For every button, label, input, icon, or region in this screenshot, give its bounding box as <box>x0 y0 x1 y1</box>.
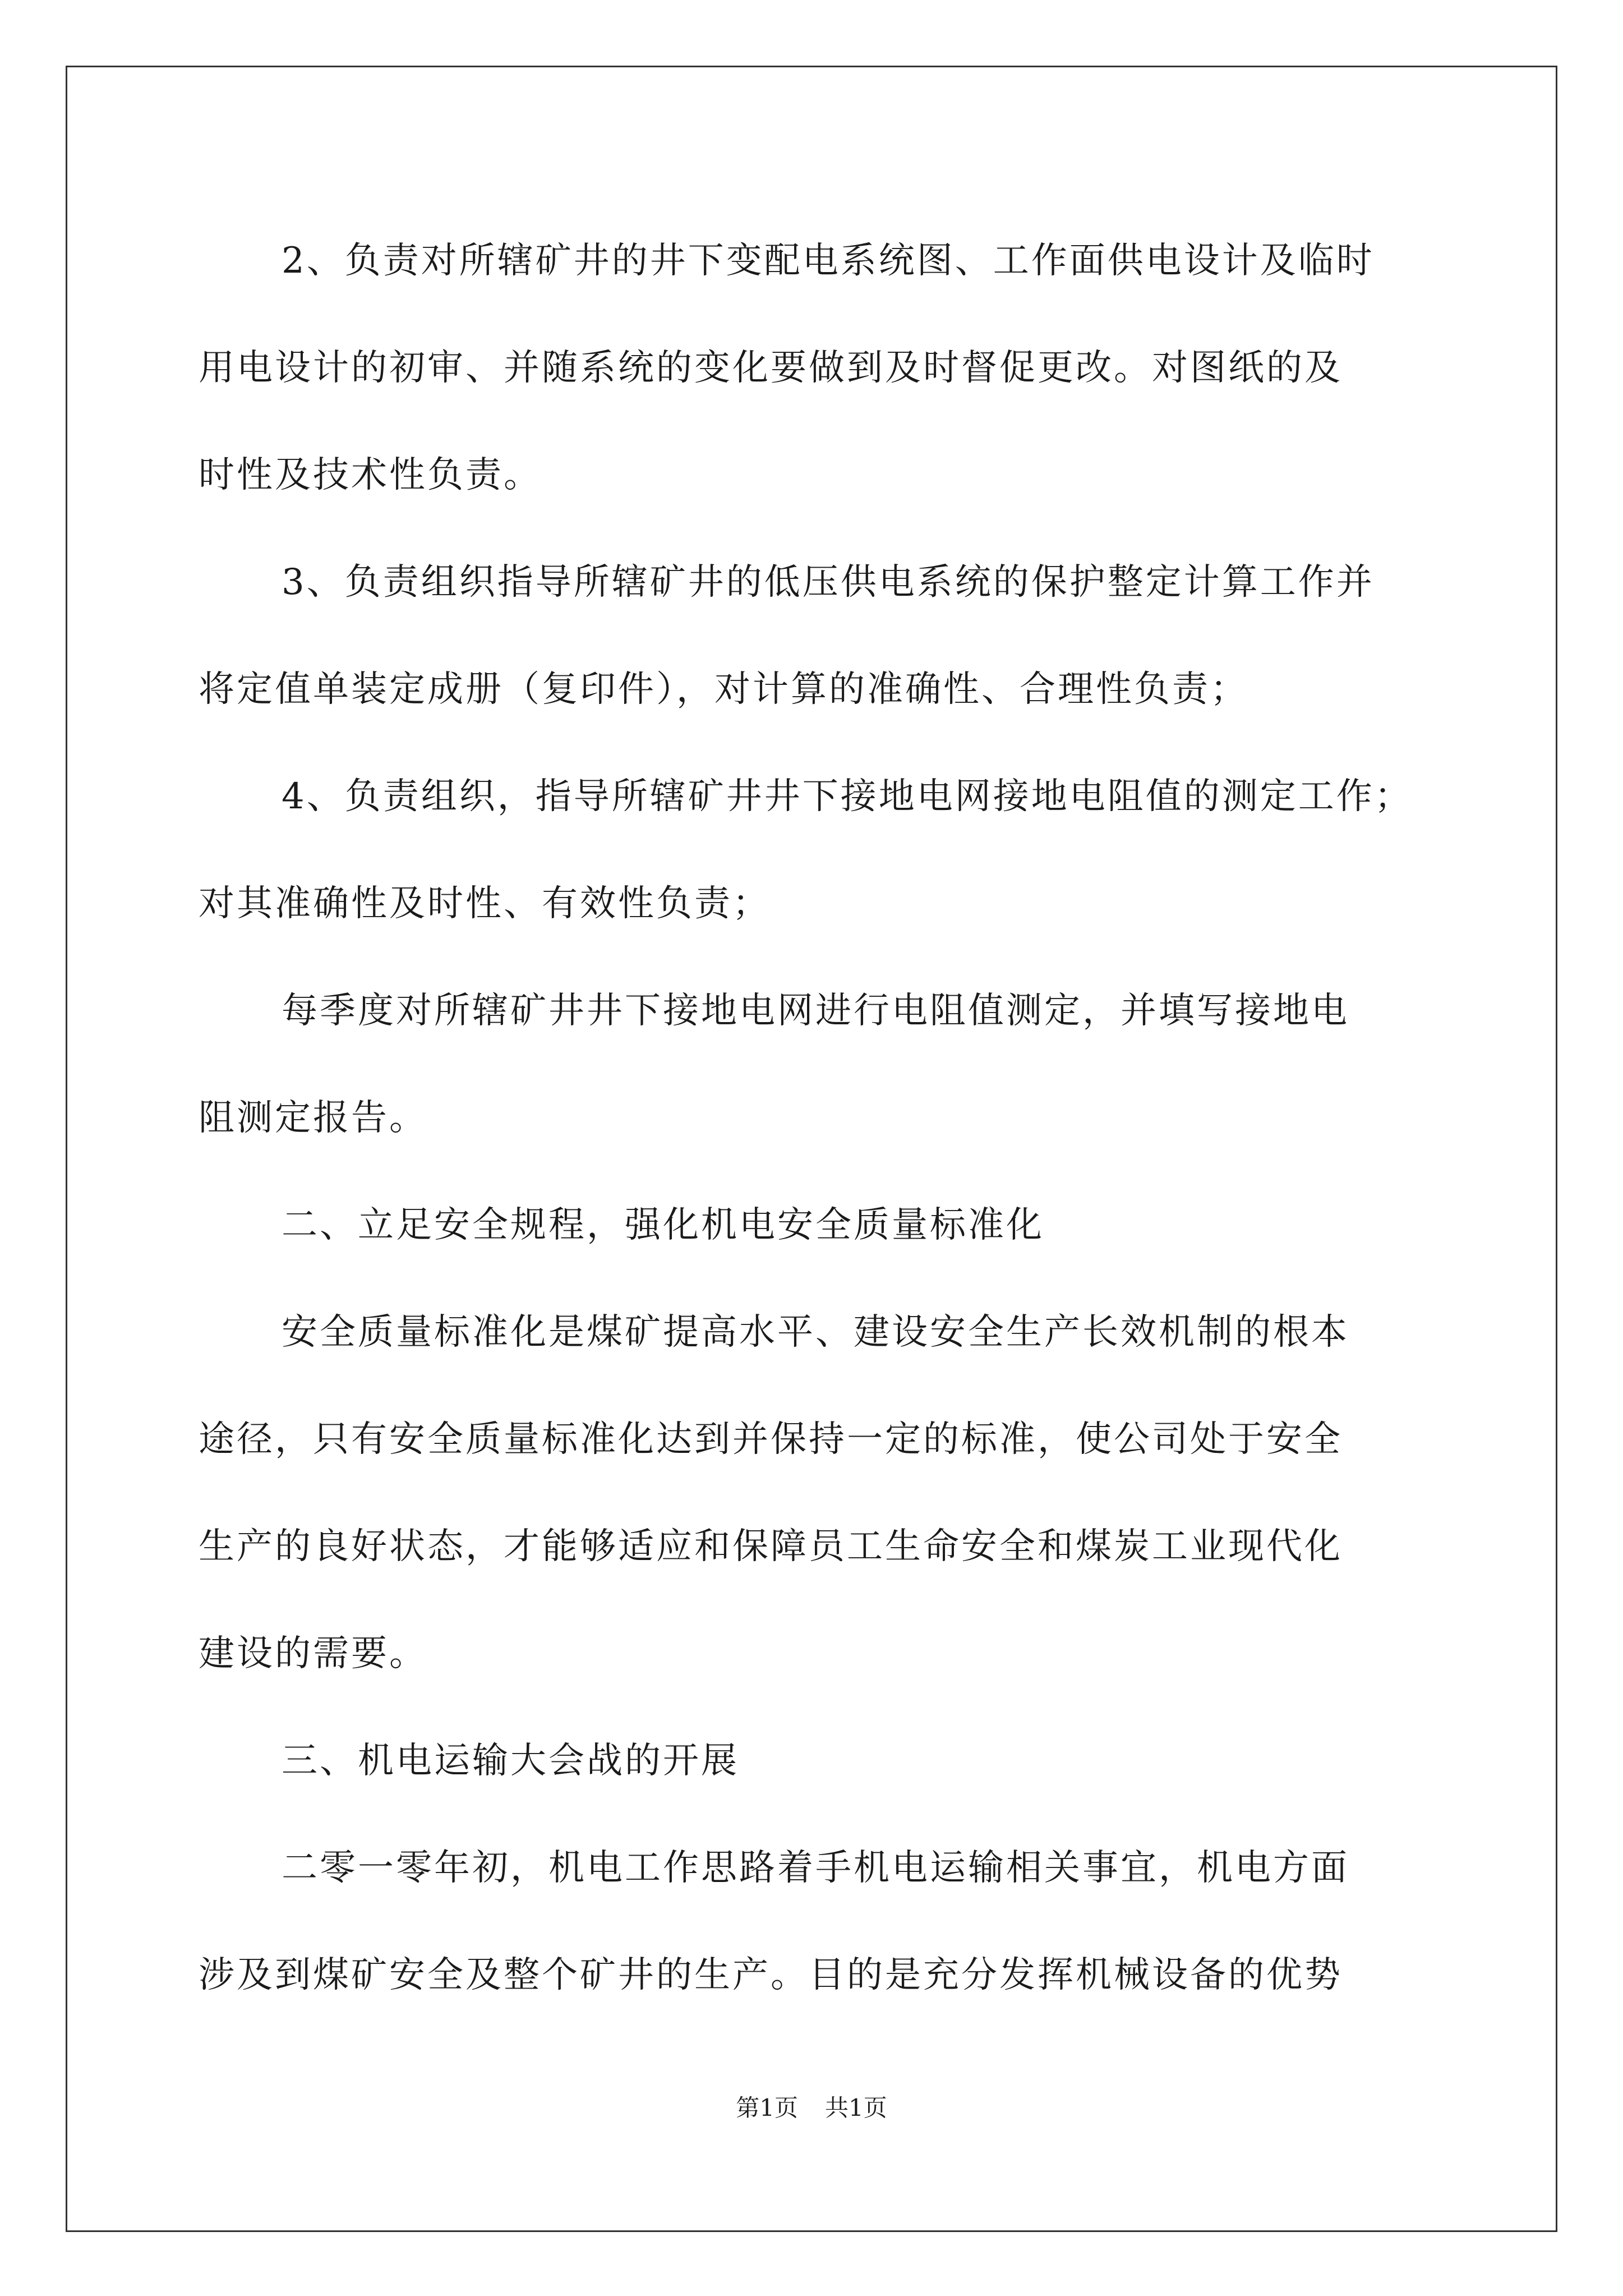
document-body <box>199 208 1432 2029</box>
page-total: 共1页 <box>825 2094 887 2122</box>
paragraph <box>199 1815 1432 2029</box>
paragraph <box>199 208 1432 529</box>
text-line: 三、机电运输大会战的开展 <box>282 1740 739 1782</box>
text-line: 时性及技术性负责。 <box>199 454 542 496</box>
paragraph <box>199 743 1432 958</box>
text-line: 建设的需要。 <box>199 1633 427 1674</box>
text-line: 安全质量标准化是煤矿提高水平、建设安全生产长效机制的根本 <box>282 1312 1349 1353</box>
text-line: 将定值单装定成册（复印件），对计算的准确性、合理性负责； <box>199 669 1248 710</box>
paragraph <box>199 529 1432 743</box>
paragraph <box>199 958 1432 1172</box>
text-line: 用电设计的初审、并随系统的变化要做到及时督促更改。对图纸的及 <box>199 347 1343 389</box>
text-line: 每季度对所辖矿井井下接地电网进行电阻值测定，并填写接地电 <box>282 990 1349 1032</box>
section-heading <box>199 1708 1432 1815</box>
text-line: 4、负责组织，指导所辖矿井井下接地电网接地电阻值的测定工作； <box>282 776 1413 817</box>
text-line: 二、立足安全规程，强化机电安全质量标准化 <box>282 1204 1044 1246</box>
section-heading <box>199 1172 1432 1279</box>
text-line: 对其准确性及时性、有效性负责； <box>199 883 771 924</box>
text-line: 涉及到煤矿安全及整个矿井的生产。目的是充分发挥机械设备的优势 <box>199 1954 1343 1996</box>
paragraph <box>199 1279 1432 1708</box>
text-line: 2、负责对所辖矿井的井下变配电系统图、工作面供电设计及临时 <box>282 240 1375 282</box>
text-line: 生产的良好状态，才能够适应和保障员工生命安全和煤炭工业现代化 <box>199 1526 1343 1567</box>
text-line: 二零一零年初，机电工作思路着手机电运输相关事宜，机电方面 <box>282 1847 1349 1889</box>
text-line: 阻测定报告。 <box>199 1097 427 1139</box>
text-line: 途径，只有安全质量标准化达到并保持一定的标准，使公司处于安全 <box>199 1419 1343 1460</box>
text-line: 3、负责组织指导所辖矿井的低压供电系统的保护整定计算工作并 <box>282 562 1375 603</box>
page-footer <box>0 2091 1623 2125</box>
page-number: 第1页 <box>736 2094 798 2122</box>
